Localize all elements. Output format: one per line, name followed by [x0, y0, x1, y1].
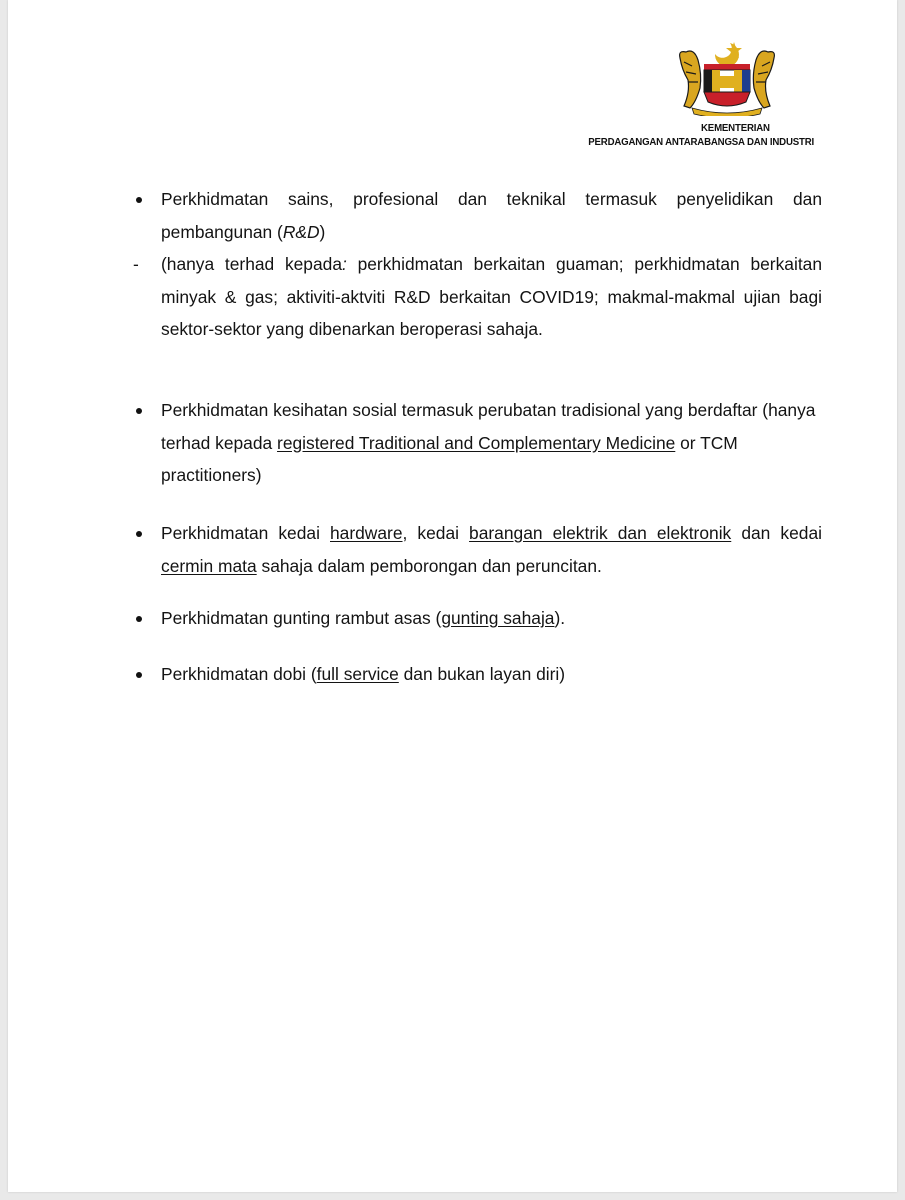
list-item-text: Perkhidmatan gunting rambut asas (gunting sahaja).: [161, 608, 566, 628]
list-item-text: (hanya terhad kepada: perkhidmatan berkaitan guaman; perkhidmatan berkaitan minyak & gas; aktiviti-aktviti R&D berkaitan COVID19; makmal-makmal ujian bagi sektor-sektor yang dibenarkan beroperasi sahaja.: [161, 254, 822, 339]
malaysia-coat-of-arms-icon: [672, 40, 782, 116]
bullet-marker: [136, 531, 142, 537]
ministry-name-line1: KEMENTERIAN: [701, 122, 770, 134]
underlined-term: barangan elektrik dan elektronik: [469, 523, 732, 543]
document-page: [8, 0, 897, 1192]
underlined-term: registered Traditional and Complementary Medicine: [277, 432, 676, 453]
bullet-marker: [136, 408, 142, 414]
list-item-text: Perkhidmatan kesihatan sosial termasuk perubatan tradisional yang berdaftar (hanya terhad kepada registered Traditional and Complementary Medicine or TCM practitioners): [161, 400, 816, 485]
underlined-term: full service: [316, 664, 399, 684]
list-item-text: Perkhidmatan kedai hardware, kedai barangan elektrik dan elektronik dan kedai cermin mata sahaja dalam pemborongan dan peruncitan.: [161, 523, 822, 576]
underlined-term: cermin mata: [161, 555, 257, 576]
ministry-name: [575, 121, 814, 149]
dash-marker: -: [133, 254, 139, 274]
ministry-name-line2: PERDAGANGAN ANTARABANGSA DAN INDUSTRI: [588, 136, 814, 148]
underlined-term: gunting sahaja: [441, 608, 555, 628]
bullet-marker: [136, 672, 142, 678]
list-item-text: Perkhidmatan dobi (full service dan bukan layan diri): [161, 664, 566, 684]
underlined-term: hardware: [330, 523, 403, 543]
bullet-marker: [136, 197, 142, 203]
list-item-text: Perkhidmatan sains, profesional dan teknikal termasuk penyelidikan dan pembangunan (R&D): [161, 189, 822, 242]
bullet-marker: [136, 616, 142, 622]
